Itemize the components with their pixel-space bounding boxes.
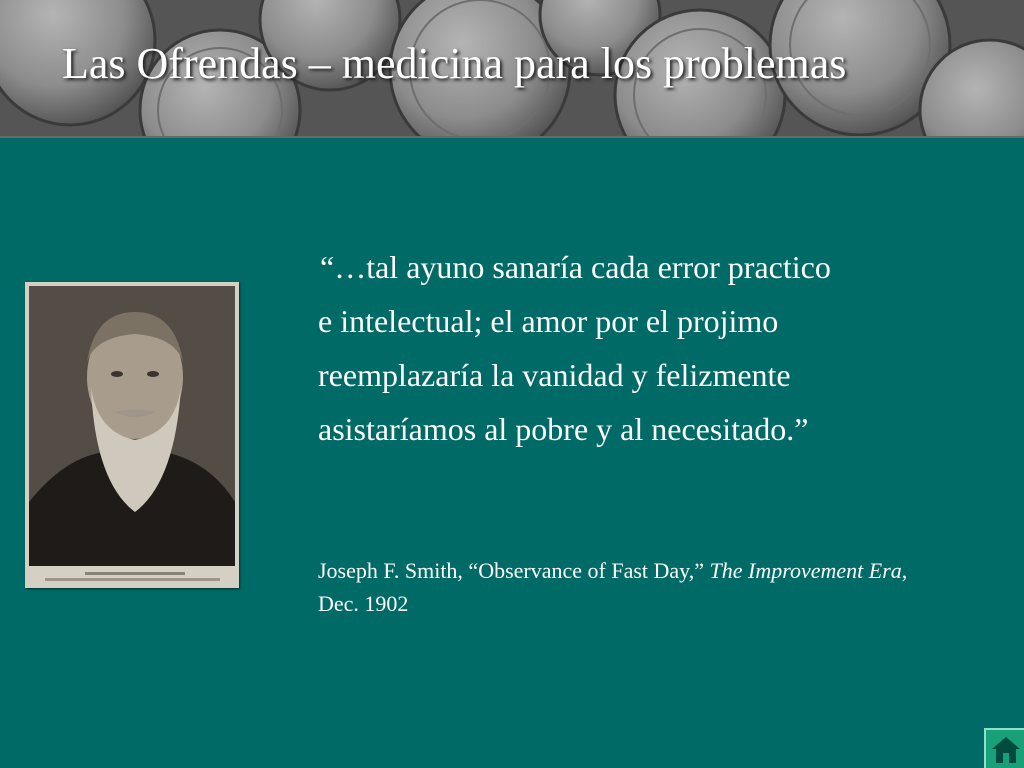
portrait-photo [25, 282, 239, 588]
quote-line: asistaríamos al pobre y al necesitado.” [318, 411, 809, 447]
home-button[interactable] [984, 728, 1024, 768]
quote-line: e intelectual; el amor por el projimo [318, 303, 779, 339]
citation-line: Joseph F. Smith, “Observance of Fast Day,” The Improvement Era, [318, 558, 908, 583]
citation-publication: The Improvement Era [709, 558, 902, 583]
citation-author-title: Joseph F. Smith, “Observance of Fast Day,” [318, 558, 710, 583]
quote-line: “…tal ayuno sanaría cada error practico [320, 249, 831, 285]
slide-title: Las Ofrendas – medicina para los problemas [62, 39, 847, 88]
citation [318, 554, 998, 620]
header-banner [0, 0, 1024, 138]
home-icon [990, 734, 1022, 766]
quote-line: reemplazaría la vanidad y felizmente [318, 357, 791, 393]
citation-date: Dec. 1902 [318, 591, 409, 616]
quote-text [318, 240, 998, 456]
